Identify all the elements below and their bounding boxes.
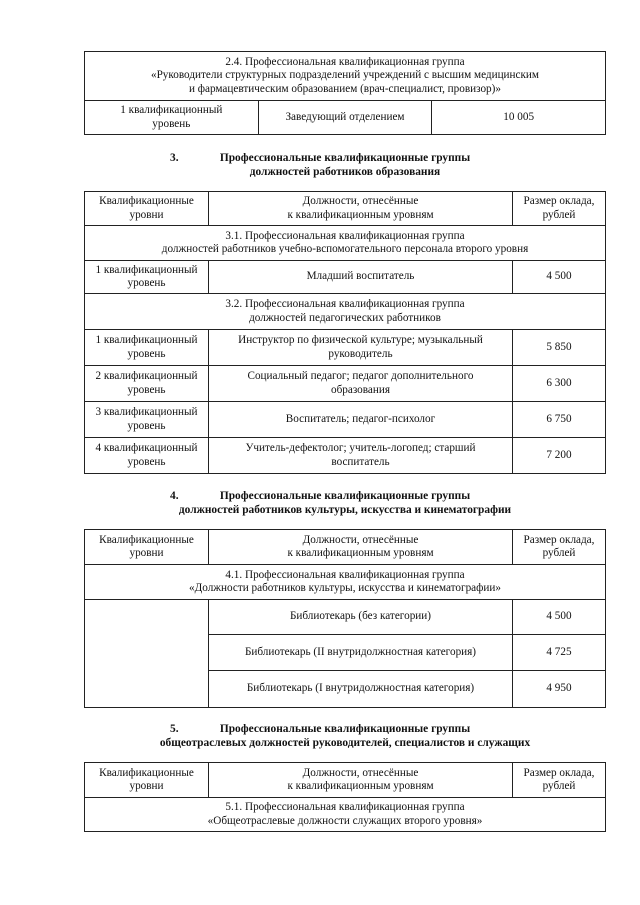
group-title-4-1 [85, 565, 606, 600]
group-title-2-4 [85, 52, 606, 101]
text-line: должностей педагогических работников [249, 311, 441, 324]
level-cell [85, 438, 209, 474]
table-row [85, 366, 606, 402]
level-cell-empty [85, 600, 209, 708]
salary-cell: 4 500 [513, 600, 606, 635]
position-cell: Библиотекарь (I внутридолжностная категория) [209, 671, 513, 708]
level-cell [85, 101, 259, 135]
position-cell [209, 366, 513, 402]
level-cell [85, 366, 209, 402]
text-line: 1 квалификационный [120, 104, 223, 116]
group-title-row [85, 52, 606, 101]
text-line: к квалификационным уровням [287, 780, 434, 792]
text-line: Размер оклада, [523, 533, 595, 546]
group-title-row [85, 798, 606, 832]
text-line: 1 квалификационный [95, 263, 198, 276]
text-line: 3.1. Профессиональная квалификационная группа [225, 229, 465, 242]
text-line: «Должности работников культуры, искусства и кинематографии» [189, 582, 501, 594]
text-line: «Общеотраслевые должности служащих второго уровня» [207, 814, 483, 827]
header-salary [513, 530, 606, 565]
section-heading-5 [84, 722, 606, 750]
salary-cell: 6 750 [513, 402, 606, 438]
table-row [85, 402, 606, 438]
text-line: Должности, отнесённые [302, 533, 419, 546]
level-cell [85, 402, 209, 438]
heading-line: Профессиональные квалификационные группы [219, 490, 471, 502]
text-line: уровень [152, 117, 191, 130]
text-line: Квалификационные [99, 195, 194, 207]
header-row [85, 192, 606, 226]
header-level [85, 530, 209, 565]
text-line: Младший воспитатель [306, 270, 415, 283]
text-line: рублей [542, 780, 576, 792]
table-section-5 [84, 762, 606, 832]
text-line: Инструктор по физической культуре; музыкальный [238, 334, 483, 346]
heading-line: Профессиональные квалификационные группы [219, 723, 471, 735]
section-heading-3 [84, 151, 606, 179]
table-row [85, 600, 606, 635]
salary-cell: 4 500 [513, 261, 606, 294]
text-line: уровень [127, 347, 166, 360]
text-line: Квалификационные [99, 533, 194, 546]
text-line: 2 квалификационный [95, 370, 198, 382]
position-cell [209, 330, 513, 366]
heading-line: Профессиональные квалификационные группы [219, 152, 471, 164]
text-line: рублей [542, 208, 576, 221]
table-row [85, 101, 606, 135]
heading-line: должностей работников образования [249, 166, 441, 178]
section-heading-4 [84, 489, 606, 517]
text-line: уровни [129, 208, 164, 221]
text-line: должностей работников учебно-вспомогательного персонала второго уровня [161, 243, 529, 255]
text-line: уровни [129, 780, 164, 792]
text-line: Воспитатель; педагог-психолог [285, 412, 436, 425]
text-line: уровень [127, 455, 166, 468]
text-line: уровень [127, 277, 166, 289]
group-title-5-1 [85, 798, 606, 832]
text-line: 4 квалификационный [95, 442, 198, 454]
text-line: 1 квалификационный [95, 334, 198, 346]
text-line: уровни [129, 547, 164, 559]
text-line: воспитатель [331, 455, 390, 468]
position-cell [209, 438, 513, 474]
position-cell [209, 261, 513, 294]
group-title-3-2 [85, 294, 606, 330]
position-cell [209, 402, 513, 438]
position-cell [258, 101, 432, 135]
text-line: Должности, отнесённые [302, 195, 419, 207]
table-group-2-4 [84, 51, 606, 135]
section-number: 5. [170, 723, 179, 735]
salary-cell: 10 005 [432, 101, 606, 135]
level-cell [85, 330, 209, 366]
salary-cell: 4 950 [513, 671, 606, 708]
text-line: Заведующий отделением [285, 110, 405, 123]
text-line: руководитель [328, 347, 393, 360]
group-title-3-1 [85, 226, 606, 261]
text-line: Социальный педагог; педагог дополнительного [247, 370, 474, 382]
text-line: Учитель-дефектолог; учитель-логопед; старший [245, 442, 476, 454]
text-line: Размер оклада, [523, 195, 595, 207]
text-line: 3.2. Профессиональная квалификационная группа [225, 298, 465, 310]
level-cell [85, 261, 209, 294]
header-salary [513, 192, 606, 226]
heading-line: общеотраслевых должностей руководителей, специалистов и служащих [159, 737, 531, 749]
text-line: 4.1. Профессиональная квалификационная группа [225, 568, 465, 581]
group-title-row [85, 565, 606, 600]
header-row [85, 763, 606, 798]
group-title-row [85, 294, 606, 330]
header-level [85, 763, 209, 798]
salary-cell: 7 200 [513, 438, 606, 474]
text-line: 5.1. Профессиональная квалификационная группа [225, 801, 465, 813]
header-position [209, 192, 513, 226]
text-line: рублей [542, 547, 576, 559]
section-number: 4. [170, 490, 179, 502]
text-line: уровень [127, 383, 166, 396]
table-row [85, 330, 606, 366]
table-row [85, 438, 606, 474]
salary-cell: 4 725 [513, 635, 606, 671]
text-line: 3 квалификационный [95, 406, 198, 418]
text-line: и фармацевтическим образованием (врач-специалист, провизор)» [189, 82, 501, 95]
table-section-4 [84, 529, 606, 708]
header-position [209, 763, 513, 798]
text-line: Квалификационные [99, 766, 194, 779]
text-line: Размер оклада, [523, 766, 595, 779]
position-cell: Библиотекарь (без категории) [209, 600, 513, 635]
text-line: «Руководители структурных подразделений учреждений с высшим медицинским [150, 69, 539, 82]
salary-cell: 5 850 [513, 330, 606, 366]
heading-line: должностей работников культуры, искусства и кинематографии [178, 504, 512, 516]
text-line: к квалификационным уровням [287, 547, 434, 559]
text-line: 2.4. Профессиональная квалификационная группа [225, 55, 465, 68]
text-line: Должности, отнесённые [302, 766, 419, 779]
header-salary [513, 763, 606, 798]
table-row [85, 261, 606, 294]
text-line: уровень [127, 419, 166, 432]
position-cell: Библиотекарь (II внутридолжностная категория) [209, 635, 513, 671]
section-number: 3. [170, 152, 179, 164]
text-line: к квалификационным уровням [287, 208, 434, 221]
header-row [85, 530, 606, 565]
group-title-row [85, 226, 606, 261]
text-line: образования [330, 383, 390, 396]
salary-cell: 6 300 [513, 366, 606, 402]
header-position [209, 530, 513, 565]
table-section-3 [84, 191, 606, 474]
header-level [85, 192, 209, 226]
